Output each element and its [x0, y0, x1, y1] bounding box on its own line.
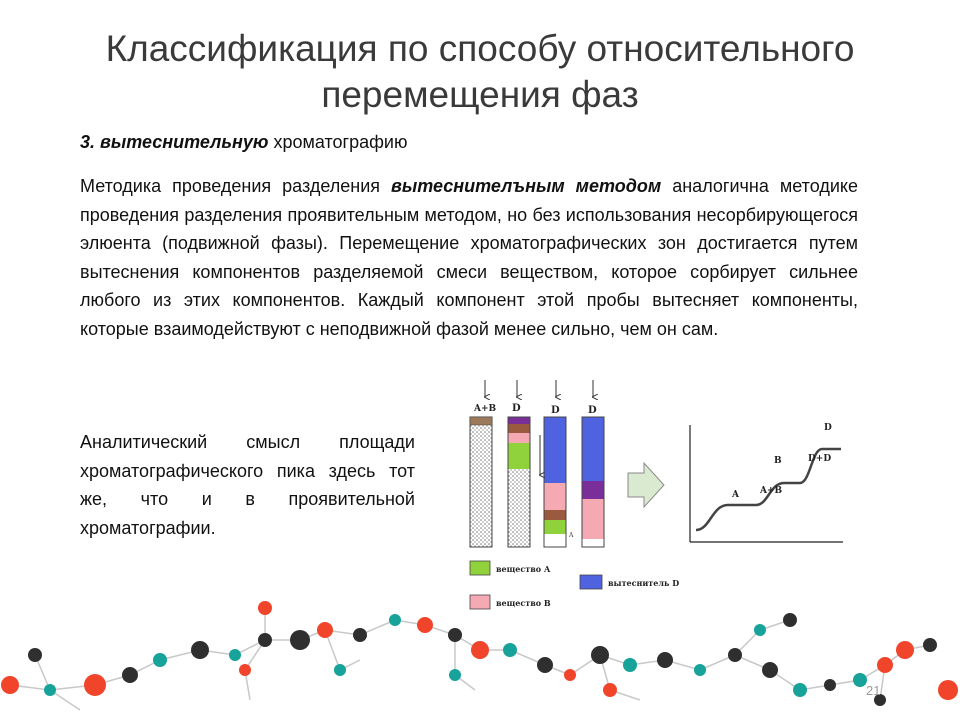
subheading-bold: 3. вытеснительную [80, 132, 269, 152]
curve-label-d: D [824, 423, 832, 433]
column-3 [540, 417, 566, 547]
legend-swatch-d [580, 575, 602, 589]
legend-label-a: вещество А [496, 564, 551, 574]
title-line-2: перемещения фаз [321, 74, 639, 115]
column-label-1: A+B [474, 404, 497, 414]
transition-arrow [628, 463, 664, 507]
page-number: 21 [866, 683, 881, 698]
displacement-chromatogram [690, 425, 843, 542]
body-paragraph [80, 172, 858, 343]
paragraph-bold: вытеснителъным методом [391, 176, 662, 196]
legend-swatch-a [470, 561, 490, 575]
side-note: Аналитический смысл площади хроматографического пика здесь тот же, что и в проявительной хроматографии. [80, 432, 415, 538]
slide-title [40, 26, 920, 118]
paragraph-part-2: аналогична методике проведения разделения проявительным методом, но без использования несорбирующегося элюента (подвижной фазы). Перемещение хроматографических зон достигается путем вытеснения компонентов разделяемой смеси веществом, которое сорбирует сильнее любого из этих компонентов. Каждый компонент этой пробы вытесняет компоненты, которые взаимодействуют с неподвижной фазой менее сильно, чем он сам. [80, 176, 858, 339]
paragraph-part-1: Методика проведения разделения [80, 176, 392, 196]
displacement-figure [460, 375, 860, 620]
curve-label-dd: D+D [808, 454, 832, 464]
curve-label-ab: A+B [760, 486, 783, 496]
column-label-3: D [551, 405, 560, 416]
column-1 [470, 417, 492, 547]
column-label-2: D [512, 403, 521, 414]
subheading-rest: хроматографию [268, 132, 408, 152]
legend-label-b: вещество В [496, 598, 551, 608]
section-subheading [80, 132, 408, 153]
column-4 [582, 417, 604, 547]
column-2 [508, 417, 530, 547]
curve-label-b: B [774, 456, 782, 466]
molecule-decoration [0, 590, 960, 720]
curve-label-a: A [732, 490, 739, 500]
title-line-1: Классификация по способу относительного [105, 28, 855, 69]
legend-label-d: вытеснитель D [608, 578, 680, 588]
small-label: A [569, 532, 574, 539]
column-label-4: D [588, 405, 597, 416]
input-arrows [485, 380, 593, 397]
